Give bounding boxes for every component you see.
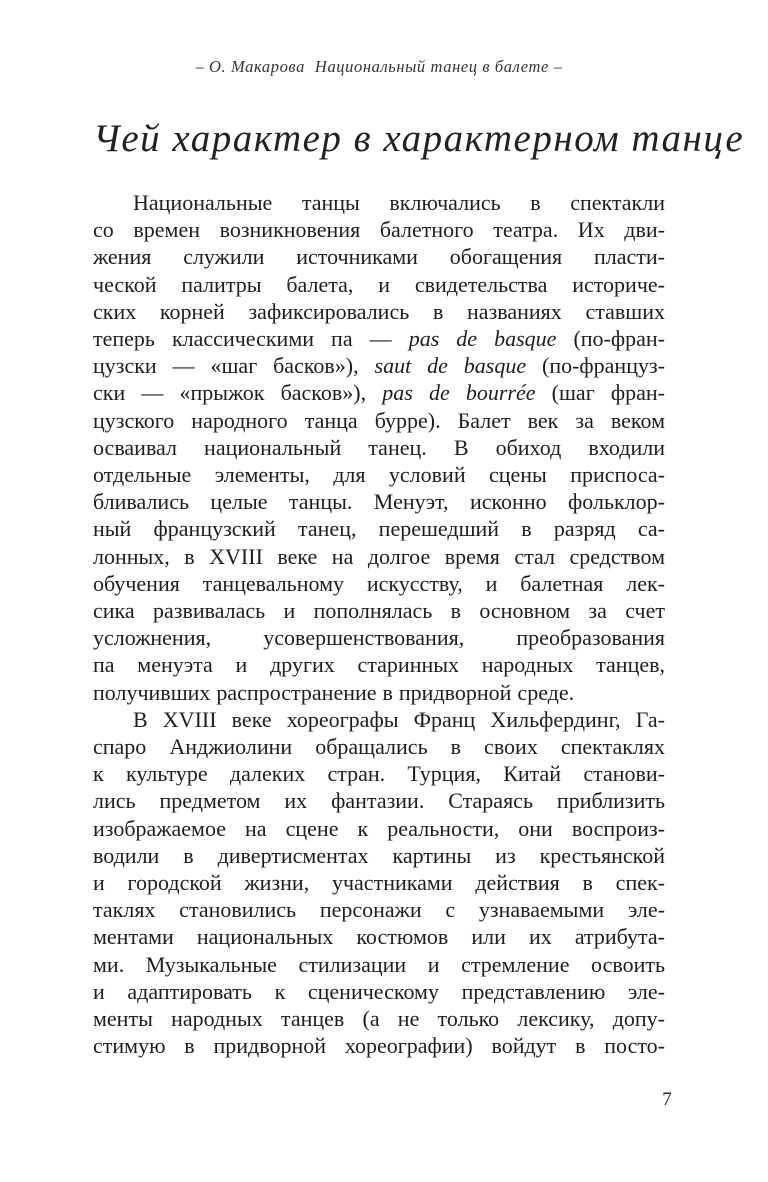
- header-right-dash: –: [553, 57, 563, 76]
- text-segment: (по-фран-: [556, 326, 666, 352]
- text-segment: бливались целые танцы. Менуэт, исконно фольклор-: [93, 489, 665, 515]
- text-line: [93, 597, 665, 624]
- text-segment: отдельные элементы, для условий сцены приспоса-: [93, 462, 665, 488]
- text-segment: осваивал национальный танец. В обиход входили: [93, 434, 665, 460]
- text-segment: лись предметом их фантазии. Стараясь приблизить: [93, 788, 665, 814]
- text-line: [93, 624, 665, 651]
- text-line: [93, 515, 665, 542]
- text-line: [93, 733, 665, 760]
- text-segment: цузского народного танца бурре). Балет век за веком: [93, 407, 665, 433]
- text-line: [93, 379, 665, 406]
- header-left-dash: –: [195, 57, 205, 76]
- text-line: [93, 189, 665, 216]
- text-line: [93, 951, 665, 978]
- text-segment: ментами национальных костюмов или их атрибута-: [93, 924, 665, 950]
- paragraph: [93, 706, 665, 1060]
- text-line: [93, 271, 665, 298]
- header-book-title: Национальный танец в балете: [314, 57, 549, 76]
- text-line: [93, 298, 665, 325]
- text-segment: менты народных танцев (а не только лексику, допу-: [93, 1006, 665, 1032]
- text-line: [93, 842, 665, 869]
- text-line: [93, 760, 665, 787]
- text-line: [93, 216, 665, 243]
- text-segment: теперь классическими па —: [93, 326, 409, 352]
- header-author: О. Макарова: [209, 57, 305, 76]
- page-number: 7: [662, 1089, 672, 1110]
- text-segment: (шаг фран-: [535, 380, 665, 406]
- text-line: [93, 1032, 665, 1059]
- text-segment: к культуре далеких стран. Турция, Китай станови-: [93, 761, 665, 787]
- text-segment: изображаемое на сцене к реальности, они воспроиз-: [93, 815, 665, 841]
- text-segment: стимую в придворной хореографии) войдут в посто-: [93, 1033, 665, 1059]
- chapter-title: Чей характер в характерном танце: [93, 117, 745, 160]
- text-segment: ских корней зафиксировались в названиях ставших: [93, 298, 665, 324]
- text-line: [93, 651, 665, 678]
- paragraph: [93, 189, 665, 706]
- text-segment: спаро Анджиолини обращались в своих спектаклях: [93, 734, 665, 760]
- text-segment: ный французский танец, перешедший в разряд са-: [93, 516, 665, 542]
- text-segment: водили в дивертисментах картины из крестьянской: [93, 842, 665, 868]
- text-line: [93, 815, 665, 842]
- text-segment: ческой палитры балета, и свидетельства историче-: [93, 271, 665, 297]
- text-segment: и адаптировать к сценическому представлению эле-: [93, 978, 665, 1004]
- text-segment: таклях становились персонажи с узнаваемыми эле-: [93, 897, 665, 923]
- italic-term: saut de basque: [374, 353, 527, 379]
- text-line: [93, 461, 665, 488]
- text-segment: со времен возникновения балетного театра. Их дви-: [93, 217, 665, 243]
- text-line: [93, 570, 665, 597]
- body-text: [93, 189, 665, 1060]
- text-line: [93, 434, 665, 461]
- text-line: [93, 896, 665, 923]
- text-line: [93, 543, 665, 570]
- text-line: [93, 679, 665, 706]
- text-segment: ми. Музыкальные стилизации и стремление освоить: [93, 951, 665, 977]
- text-segment: и городской жизни, участниками действия в спек-: [93, 870, 665, 896]
- text-segment: цузски — «шаг басков»),: [93, 353, 375, 379]
- text-line: [93, 243, 665, 270]
- text-segment: усложнения, усовершенствования, преобразования: [93, 625, 665, 651]
- text-segment: Национальные танцы включались в спектакли: [133, 190, 665, 215]
- text-line: [93, 787, 665, 814]
- running-header: [93, 57, 665, 77]
- text-line: [93, 325, 665, 352]
- text-line: [93, 407, 665, 434]
- text-segment: ски — «прыжок басков»),: [93, 380, 383, 406]
- text-segment: обучения танцевальному искусству, и балетная лек-: [93, 570, 665, 596]
- text-line: [93, 488, 665, 515]
- italic-term: pas de bourrée: [382, 380, 536, 406]
- text-line: [93, 1005, 665, 1032]
- text-line: [93, 978, 665, 1005]
- text-segment: В XVIII веке хореографы Франц Хильфердинг, Га-: [133, 706, 665, 732]
- text-segment: жения служили источниками обогащения пласти-: [93, 244, 665, 270]
- text-segment: сика развивалась и пополнялась в основном за счет: [93, 598, 665, 624]
- text-segment: получивших распространение в придворной среде.: [93, 679, 575, 705]
- text-segment: (по-француз-: [526, 353, 665, 379]
- text-line: [93, 923, 665, 950]
- text-segment: па менуэта и других старинных народных танцев,: [93, 652, 665, 678]
- text-line: [93, 869, 665, 896]
- italic-term: pas de basque: [408, 326, 557, 352]
- text-segment: лонных, в XVIII веке на долгое время стал средством: [93, 543, 665, 569]
- text-line: [93, 352, 665, 379]
- text-line: [93, 706, 665, 733]
